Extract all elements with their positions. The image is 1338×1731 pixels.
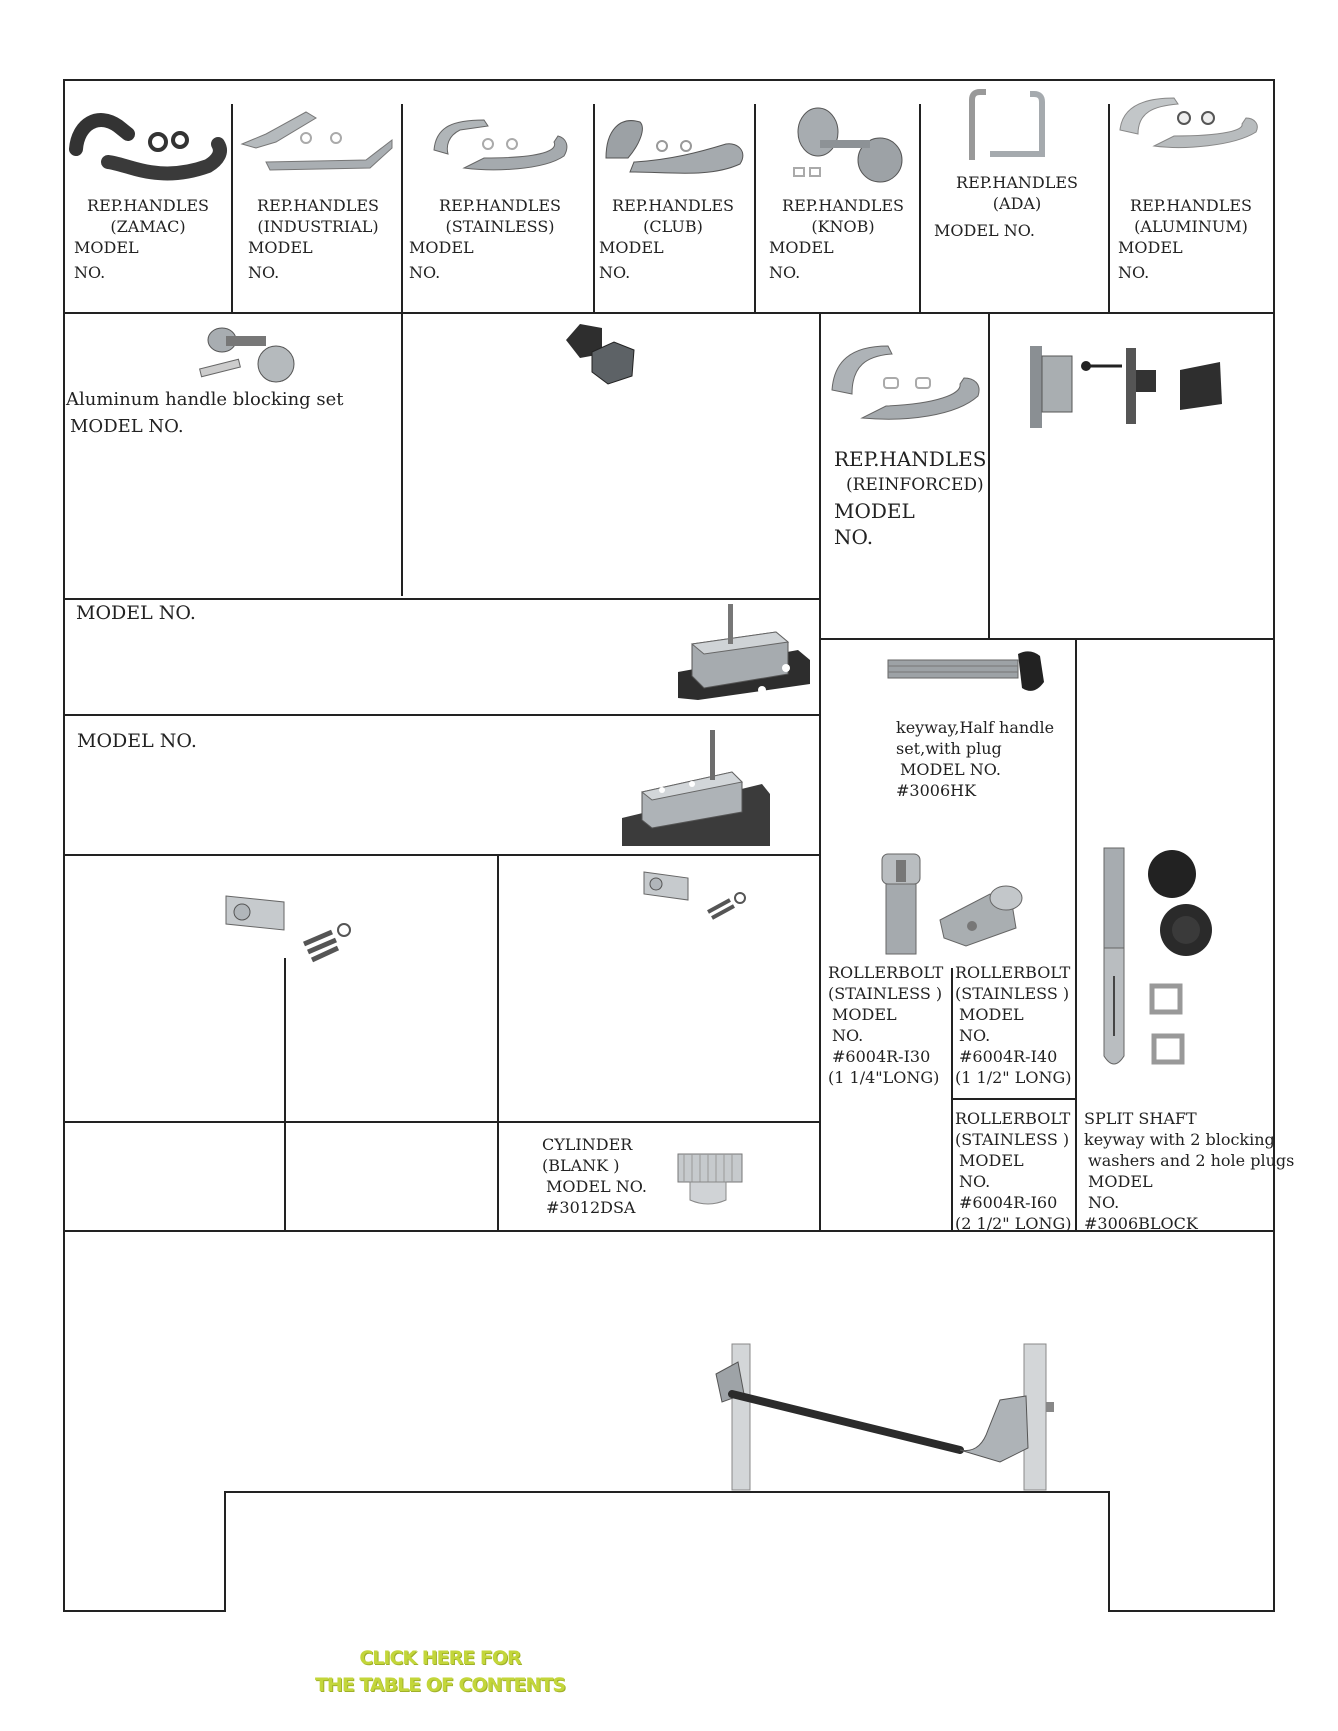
zamac-model-label: MODEL NO. [74,238,139,282]
ada-title: REP.HANDLES (ADA) [956,173,1078,213]
divider [63,1610,226,1612]
drill-jig-image-1 [678,602,810,700]
divider [63,79,65,1612]
divider [1075,638,1077,1230]
divider [63,714,819,716]
divider [63,79,1275,81]
split-shaft-label: SPLIT SHAFT keyway with 2 blocking washers and 2 hole plugs MODEL NO. #3006BLOCK [1084,1109,1295,1233]
lock-kit-image [1030,344,1252,430]
blocking-set-title: Aluminum handle blocking set [66,389,344,410]
keyway-half-handle-label: keyway,Half handle set,with plug MODEL NO. #3006HK [896,718,1055,800]
aluminum-title: REP.HANDLES (ALUMINUM) [1130,196,1252,236]
divider [497,854,499,1230]
reinforced-title: REP.HANDLES (REINFORCED) MODEL NO. [834,447,987,549]
aluminum-model-label: MODEL NO. [1118,238,1183,282]
rollerbolt-60-label: ROLLERBOLT (STAINLESS ) MODEL NO. #6004R-I60 (2 1/2" LONG) [955,1109,1072,1233]
zamac-title: REP.HANDLES (ZAMAC) [87,196,209,236]
industrial-title: REP.HANDLES (INDUSTRIAL) [257,196,379,236]
divider [593,104,595,312]
jig1-model-label: MODEL NO. [76,602,196,624]
rollerbolt-30-image [876,854,928,958]
industrial-model-label: MODEL NO. [248,238,313,282]
cylinder-keys-image-1 [224,888,370,968]
ada-model-label: MODEL NO. [934,221,1035,240]
reinforced-handles-image [826,338,986,434]
knob-blocking-image [562,318,644,388]
divider [231,104,233,312]
jig2-model-label: MODEL NO. [77,730,197,752]
divider [284,958,286,1230]
divider [919,104,921,312]
cylinder-keys-image-2 [642,866,758,924]
cylinder-blank-image [676,1150,748,1208]
divider [63,1121,819,1123]
blocking-set-image [196,318,296,390]
zamac-handles-image [68,104,228,194]
knob-title: REP.HANDLES (KNOB) [782,196,904,236]
blocking-set-model-label: MODEL NO. [70,416,184,437]
divider [819,312,821,1230]
keyway-half-handle-image [884,646,1050,702]
divider [754,104,756,312]
divider [224,1491,226,1612]
industrial-handles-image [236,104,398,184]
divider [951,1098,1075,1100]
stainless-handles-image [424,106,574,186]
divider [819,638,1275,640]
table-of-contents-link[interactable]: CLICK HERE FOR THE TABLE OF CONTENTS [314,1647,566,1696]
divider [1108,104,1110,312]
ada-handles-image [962,90,1052,162]
divider [224,1491,1110,1493]
divider [63,312,1275,314]
divider [1108,1491,1110,1612]
club-model-label: MODEL NO. [599,238,664,282]
divider [988,312,990,639]
stainless-model-label: MODEL NO. [409,238,474,282]
knob-model-label: MODEL NO. [769,238,834,282]
club-title: REP.HANDLES (CLUB) [612,196,734,236]
divider [401,104,403,312]
rollerbolt-40-image [936,876,1028,948]
rollerbolt-30-label: ROLLERBOLT (STAINLESS ) MODEL NO. #6004R-I30 (1 1/4"LONG) [828,963,944,1087]
club-handles-image [600,108,750,188]
rollerbolt-40-label: ROLLERBOLT (STAINLESS ) MODEL NO. #6004R-I40 (1 1/2" LONG) [955,963,1072,1087]
divider [1273,79,1275,1612]
divider [63,854,819,856]
divider [1108,1610,1275,1612]
drill-jig-image-2 [622,728,770,846]
aluminum-handles-image [1114,90,1264,160]
divider [401,312,403,596]
knob-handles-image [790,106,910,186]
split-shaft-image [1098,846,1238,1072]
cylinder-blank-label: CYLINDER (BLANK ) MODEL NO. #3012DSA [542,1135,647,1217]
stainless-title: REP.HANDLES (STAINLESS) [439,196,561,236]
panic-bar-image [708,1344,1058,1490]
